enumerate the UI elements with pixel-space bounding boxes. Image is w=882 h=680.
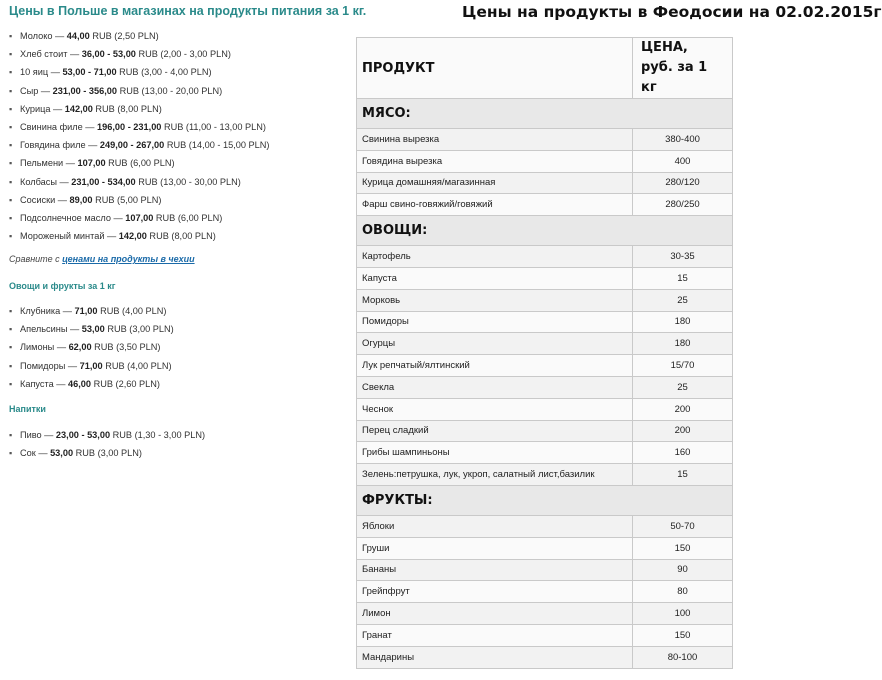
- item-price-rub: 142,00: [64, 103, 93, 114]
- compare-text: Сравните с: [9, 254, 63, 264]
- bullet-icon: ▪: [9, 49, 13, 60]
- item-price-rub: 231,00 - 356,00: [52, 85, 118, 96]
- product-name-cell: Курица домашняя/магазинная: [357, 172, 633, 194]
- item-price-rub: 36,00 - 53,00: [81, 49, 136, 60]
- price-cell: 15: [633, 267, 733, 289]
- product-name-cell: Груши: [357, 537, 633, 559]
- product-name-cell: Чеснок: [357, 398, 633, 420]
- item-price-rest: RUB (8,00 PLN): [92, 103, 162, 114]
- price-cell: 280/250: [633, 194, 733, 216]
- item-price-rub: 107,00: [77, 158, 106, 169]
- feodosia-prices-title: Цены на продукты в Феодосии на 02.02.2015г: [462, 3, 882, 21]
- price-cell: 50-70: [633, 515, 733, 537]
- bullet-icon: ▪: [9, 231, 13, 242]
- item-price-rest: RUB (6,00 PLN): [105, 158, 175, 169]
- item-price-rest: RUB (2,50 PLN): [89, 31, 159, 41]
- item-price-rest: RUB (13,00 - 30,00 PLN): [135, 176, 241, 187]
- list-item: [9, 191, 269, 209]
- product-name-cell: Свекла: [357, 376, 633, 398]
- item-price-rub: 71,00: [74, 306, 98, 316]
- table-row: [357, 624, 733, 646]
- price-cell: 80-100: [633, 646, 733, 668]
- list-item: [9, 136, 269, 154]
- item-price-rub: 53,00: [50, 448, 74, 459]
- item-name: Пиво —: [20, 430, 56, 440]
- item-price-rest: RUB (11,00 - 13,00 PLN): [161, 121, 266, 132]
- item-price-rest: RUB (8,00 PLN): [146, 231, 216, 242]
- product-name-cell: Фарш свино-говяжий/говяжий: [357, 194, 633, 216]
- table-row: [357, 150, 733, 172]
- table-row: [357, 311, 733, 333]
- price-cell: 150: [633, 624, 733, 646]
- item-name: Пельмени —: [20, 158, 78, 169]
- item-price-rub: 231,00 - 534,00: [71, 176, 136, 187]
- item-price-rest: RUB (1,30 - 3,00 PLN): [110, 430, 206, 440]
- table-row: [357, 129, 733, 151]
- item-price-rub: 53,00: [81, 324, 105, 335]
- product-name-cell: Лимон: [357, 603, 633, 625]
- table-row: [357, 172, 733, 194]
- price-cell: 25: [633, 289, 733, 311]
- item-name: Подсолнечное масло —: [20, 212, 126, 223]
- bullet-icon: ▪: [9, 31, 13, 41]
- price-cell: 400: [633, 150, 733, 172]
- item-name: Сыр —: [20, 85, 53, 96]
- item-name: Сок —: [20, 448, 51, 459]
- price-cell: 30-35: [633, 246, 733, 268]
- price-cell: 200: [633, 420, 733, 442]
- bullet-icon: ▪: [9, 212, 13, 223]
- bullet-icon: ▪: [9, 158, 13, 169]
- bullet-icon: ▪: [9, 306, 13, 316]
- category-row: [357, 99, 733, 129]
- item-price-rub: 89,00: [69, 194, 93, 205]
- price-cell: 15: [633, 464, 733, 486]
- product-name-cell: Яблоки: [357, 515, 633, 537]
- price-cell: 380-400: [633, 129, 733, 151]
- table-row: [357, 559, 733, 581]
- price-cell: 25: [633, 376, 733, 398]
- product-column-header: ПРОДУКТ: [357, 38, 633, 99]
- item-price-rest: RUB (3,50 PLN): [91, 342, 161, 353]
- price-header-line-2: руб. за 1 кг: [641, 60, 708, 95]
- product-name-cell: Зелень:петрушка, лук, укроп, салатный лист,базилик: [357, 464, 633, 486]
- item-price-rub: 23,00 - 53,00: [55, 430, 111, 440]
- item-price-rub: 196,00 - 231,00: [97, 121, 162, 132]
- list-item: [9, 375, 174, 393]
- item-name: 10 яиц —: [20, 67, 63, 78]
- bullet-icon: ▪: [9, 140, 13, 151]
- list-item: [9, 338, 174, 356]
- product-name-cell: Грейпфрут: [357, 581, 633, 603]
- list-item: [9, 82, 269, 100]
- item-name: Помидоры —: [20, 360, 80, 371]
- item-price-rest: RUB (2,60 PLN): [91, 378, 160, 389]
- price-cell: 80: [633, 581, 733, 603]
- list-item: [9, 27, 269, 45]
- drinks-heading: Напитки: [9, 404, 46, 414]
- product-name-cell: Огурцы: [357, 333, 633, 355]
- list-item: [9, 63, 269, 81]
- compare-note: [9, 254, 195, 264]
- bullet-icon: ▪: [9, 342, 13, 353]
- bullet-icon: ▪: [9, 324, 13, 335]
- item-name: Курица —: [20, 103, 65, 114]
- list-item: [9, 45, 269, 63]
- bullet-icon: ▪: [9, 378, 13, 389]
- list-item: [9, 302, 174, 320]
- price-column-header: [633, 38, 733, 99]
- bullet-icon: ▪: [9, 85, 13, 96]
- item-name: Сосиски —: [20, 194, 70, 205]
- item-name: Колбасы —: [20, 176, 72, 187]
- price-cell: 100: [633, 603, 733, 625]
- table-row: [357, 398, 733, 420]
- item-price-rub: 107,00: [125, 212, 154, 223]
- list-item: [9, 357, 174, 375]
- list-item: [9, 227, 269, 245]
- bullet-icon: ▪: [9, 103, 13, 114]
- price-cell: 15/70: [633, 355, 733, 377]
- table-row: [357, 333, 733, 355]
- price-header-line-1: ЦЕНА,: [641, 40, 688, 55]
- bullet-icon: ▪: [9, 176, 13, 187]
- item-price-rest: RUB (6,00 PLN): [153, 212, 223, 223]
- drinks-list: [9, 426, 205, 462]
- list-item: [9, 118, 269, 136]
- item-name: Клубника —: [20, 306, 75, 316]
- item-price-rub: 46,00: [68, 378, 92, 389]
- category-title: ФРУКТЫ:: [357, 485, 733, 515]
- table-row: [357, 442, 733, 464]
- price-cell: 160: [633, 442, 733, 464]
- list-item: [9, 209, 269, 227]
- price-cell: 150: [633, 537, 733, 559]
- list-item: [9, 444, 205, 462]
- czech-prices-link[interactable]: ценами на продукты в чехии: [62, 254, 195, 264]
- table-row: [357, 515, 733, 537]
- product-name-cell: Гранат: [357, 624, 633, 646]
- product-name-cell: Лук репчатый/ялтинский: [357, 355, 633, 377]
- list-item: [9, 100, 269, 118]
- bullet-icon: ▪: [9, 194, 13, 205]
- bullet-icon: ▪: [9, 430, 13, 440]
- item-price-rest: RUB (14,00 - 15,00 PLN): [164, 140, 270, 151]
- product-name-cell: Бананы: [357, 559, 633, 581]
- table-row: [357, 194, 733, 216]
- feodosia-price-table: [356, 37, 733, 669]
- fruits-heading: Овощи и фрукты за 1 кг: [9, 281, 116, 291]
- category-row: [357, 485, 733, 515]
- item-name: Капуста —: [20, 378, 69, 389]
- bullet-icon: ▪: [9, 121, 13, 132]
- item-name: Лимоны —: [20, 342, 69, 353]
- product-name-cell: Морковь: [357, 289, 633, 311]
- table-row: [357, 420, 733, 442]
- product-name-cell: Перец сладкий: [357, 420, 633, 442]
- item-price-rest: RUB (13,00 - 20,00 PLN): [117, 85, 223, 96]
- price-cell: 90: [633, 559, 733, 581]
- product-name-cell: Помидоры: [357, 311, 633, 333]
- table-row: [357, 355, 733, 377]
- price-cell: 180: [633, 311, 733, 333]
- item-price-rest: RUB (3,00 PLN): [73, 448, 142, 459]
- item-price-rub: 44,00: [66, 31, 90, 41]
- table-row: [357, 464, 733, 486]
- table-row: [357, 267, 733, 289]
- item-price-rub: 142,00: [118, 231, 147, 242]
- table-header-row: [357, 38, 733, 99]
- list-item: [9, 154, 269, 172]
- groceries-list: [9, 27, 269, 245]
- table-row: [357, 603, 733, 625]
- price-cell: 200: [633, 398, 733, 420]
- product-name-cell: Капуста: [357, 267, 633, 289]
- product-name-cell: Свинина вырезка: [357, 129, 633, 151]
- table-row: [357, 246, 733, 268]
- item-price-rest: RUB (4,00 PLN): [102, 360, 172, 371]
- bullet-icon: ▪: [9, 448, 13, 459]
- list-item: [9, 173, 269, 191]
- item-price-rub: 249,00 - 267,00: [99, 140, 165, 151]
- table-row: [357, 646, 733, 668]
- item-name: Молоко —: [20, 31, 67, 41]
- item-price-rest: RUB (3,00 - 4,00 PLN): [116, 67, 212, 78]
- item-price-rest: RUB (4,00 PLN): [97, 306, 167, 316]
- bullet-icon: ▪: [9, 67, 13, 78]
- item-price-rest: RUB (2,00 - 3,00 PLN): [135, 49, 231, 60]
- category-title: ОВОЩИ:: [357, 216, 733, 246]
- item-price-rub: 62,00: [68, 342, 92, 353]
- table-row: [357, 376, 733, 398]
- price-cell: 280/120: [633, 172, 733, 194]
- price-cell: 180: [633, 333, 733, 355]
- table-row: [357, 289, 733, 311]
- table-row: [357, 581, 733, 603]
- list-item: [9, 320, 174, 338]
- item-price-rest: RUB (5,00 PLN): [92, 194, 162, 205]
- item-price-rub: 53,00 - 71,00: [62, 67, 117, 78]
- product-name-cell: Говядина вырезка: [357, 150, 633, 172]
- item-name: Свинина филе —: [20, 121, 98, 132]
- item-name: Хлеб стоит —: [20, 49, 82, 60]
- item-price-rest: RUB (3,00 PLN): [104, 324, 174, 335]
- product-name-cell: Грибы шампиньоны: [357, 442, 633, 464]
- item-name: Апельсины —: [20, 324, 82, 335]
- item-name: Говядина филе —: [20, 140, 100, 151]
- item-name: Мороженый минтай —: [20, 231, 119, 242]
- product-name-cell: Мандарины: [357, 646, 633, 668]
- table-row: [357, 537, 733, 559]
- product-name-cell: Картофель: [357, 246, 633, 268]
- bullet-icon: ▪: [9, 360, 13, 371]
- poland-prices-title: Цены в Польше в магазинах на продукты питания за 1 кг.: [9, 4, 367, 18]
- item-price-rub: 71,00: [79, 360, 103, 371]
- fruits-list: [9, 302, 174, 393]
- category-row: [357, 216, 733, 246]
- list-item: [9, 426, 205, 444]
- category-title: МЯСО:: [357, 99, 733, 129]
